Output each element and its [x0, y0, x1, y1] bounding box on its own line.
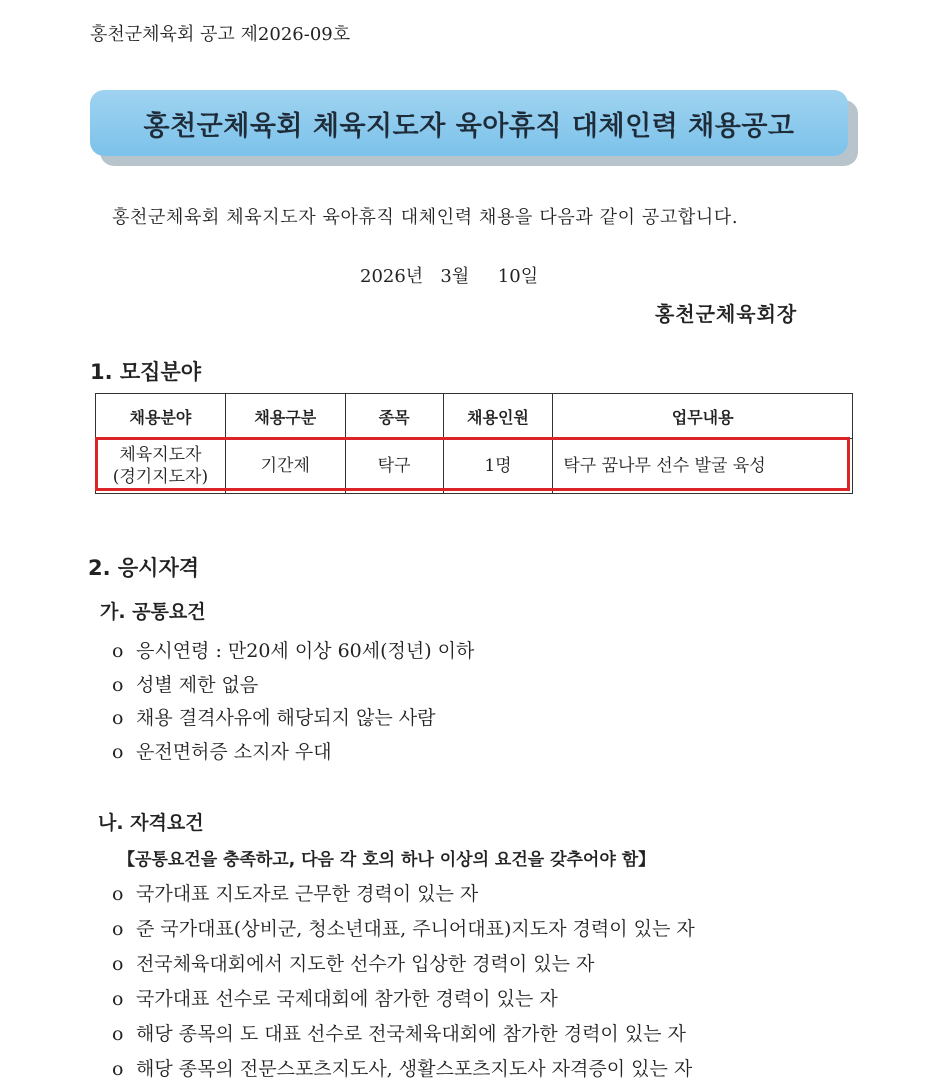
subsection-heading-common: 가. 공통요건 — [100, 601, 206, 623]
bullet: o — [112, 918, 124, 940]
list-item-text: 준 국가대표(상비군, 청소년대표, 주니어대표)지도자 경력이 있는 자 — [136, 918, 695, 940]
list-item — [112, 636, 474, 670]
column-header: 업무내용 — [553, 394, 853, 439]
cell-field-line1: 체육지도자 — [119, 445, 202, 465]
intro-text: 홍천군체육회 체육지도자 육아휴직 대체인력 채용을 다음과 같이 공고합니다. — [112, 207, 739, 228]
qualification-emphasis: 【공통요건을 충족하고, 다음 각 호의 하나 이상의 요건을 갖추어야 함】 — [118, 850, 656, 870]
list-item-text: 전국체육대회에서 지도한 선수가 입상한 경력이 있는 자 — [136, 953, 595, 975]
bullet: o — [112, 673, 124, 696]
bullet: o — [112, 988, 124, 1010]
announcement-date: 2026년 3월 10일 — [360, 266, 539, 287]
qualification-list — [112, 879, 695, 1089]
bullet: o — [112, 740, 124, 763]
list-item — [112, 984, 695, 1019]
cell-sport: 탁구 — [345, 439, 443, 494]
list-item-text: 해당 종목의 전문스포츠지도사, 생활스포츠지도사 자격증이 있는 자 — [136, 1058, 693, 1080]
bullet: o — [112, 953, 124, 975]
list-item — [112, 1019, 695, 1054]
cell-type: 기간제 — [225, 439, 345, 494]
title-banner — [90, 90, 848, 156]
cell-field-line2: (경기지도자) — [112, 467, 209, 487]
list-item — [112, 949, 695, 984]
subsection-heading-qualification: 나. 자격요건 — [98, 812, 204, 834]
bullet: o — [112, 883, 124, 905]
list-item — [112, 879, 695, 914]
list-item — [112, 737, 474, 771]
notice-number: 홍천군체육회 공고 제2026-09호 — [90, 24, 351, 45]
bullet: o — [112, 640, 124, 662]
section-heading-eligibility: 2. 응시자격 — [88, 556, 200, 580]
bullet: o — [112, 1023, 124, 1045]
bullet: o — [112, 707, 124, 730]
page-title: 홍천군체육회 체육지도자 육아휴직 대체인력 채용공고 — [143, 110, 795, 142]
cell-duty: 탁구 꿈나무 선수 발굴 육성 — [553, 439, 853, 494]
list-item-text: 국가대표 선수로 국제대회에 참가한 경력이 있는 자 — [136, 988, 558, 1010]
recruitment-table — [95, 393, 853, 494]
table-header-row — [96, 394, 853, 439]
list-item — [112, 670, 474, 704]
list-item — [112, 703, 474, 737]
column-header: 종목 — [345, 394, 443, 439]
cell-field — [96, 439, 226, 494]
column-header: 채용인원 — [443, 394, 553, 439]
list-item-text: 성별 제한 없음 — [136, 673, 259, 696]
list-item-text: 운전면허증 소지자 우대 — [136, 740, 332, 763]
list-item-text: 응시연령 : 만20세 이상 60세(정년) 이하 — [136, 640, 475, 662]
common-requirements-list — [112, 636, 474, 770]
list-item-text: 국가대표 지도자로 근무한 경력이 있는 자 — [136, 883, 479, 905]
column-header: 채용구분 — [225, 394, 345, 439]
list-item — [112, 914, 695, 949]
list-item-text: 채용 결격사유에 해당되지 않는 사람 — [136, 707, 436, 730]
signer: 홍천군체육회장 — [655, 302, 798, 326]
cell-headcount: 1명 — [443, 439, 553, 494]
column-header: 채용분야 — [96, 394, 226, 439]
section-heading-recruitment: 1. 모집분야 — [90, 360, 202, 384]
table-row — [96, 439, 853, 494]
bullet: o — [112, 1058, 124, 1080]
list-item-text: 해당 종목의 도 대표 선수로 전국체육대회에 참가한 경력이 있는 자 — [136, 1023, 686, 1045]
list-item — [112, 1054, 695, 1089]
